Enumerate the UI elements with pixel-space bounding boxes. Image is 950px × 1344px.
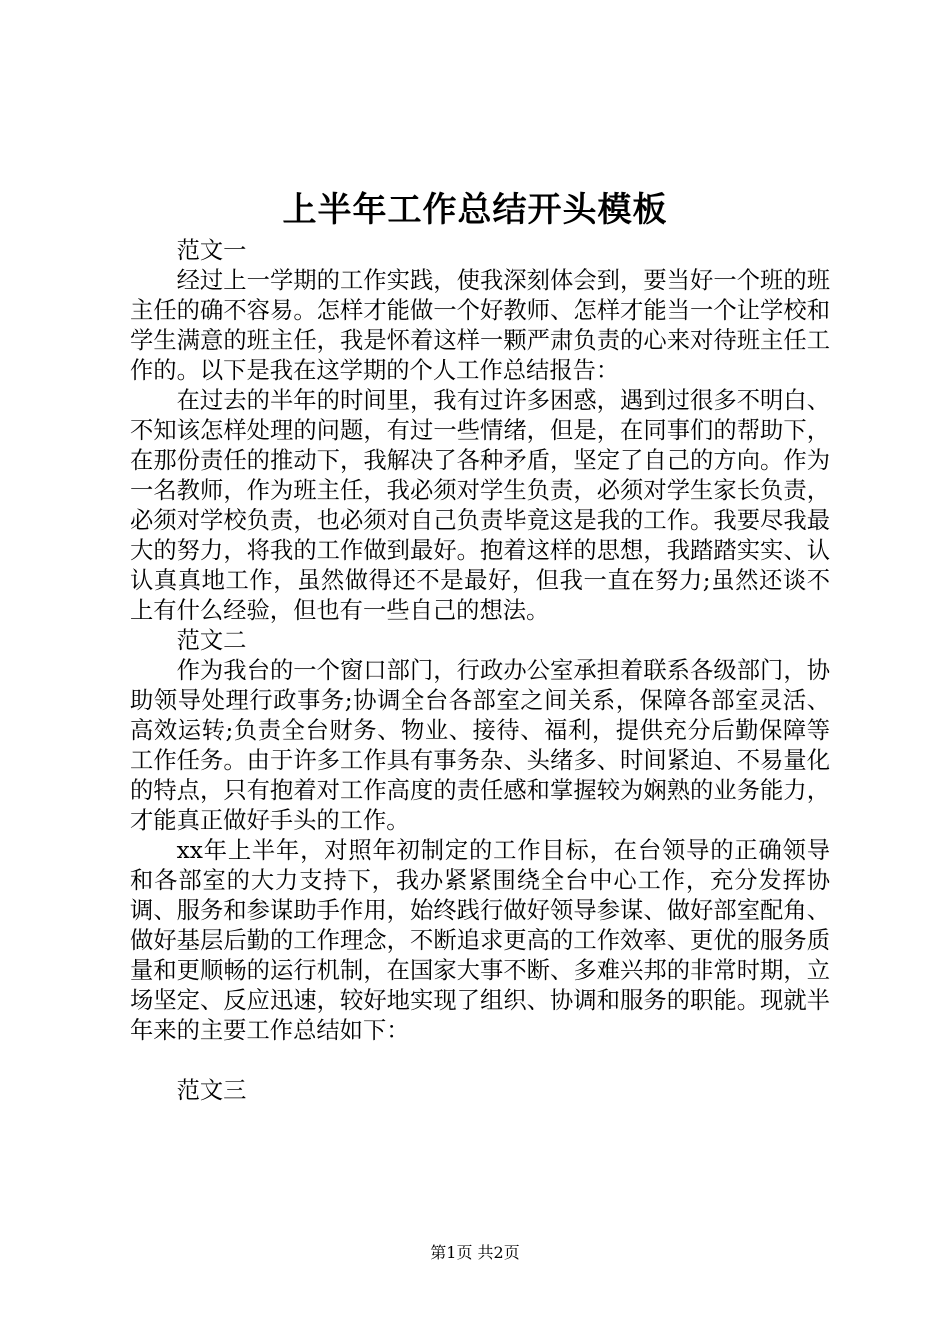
document-body [130,236,830,1106]
section-heading-1: 范文一 [176,237,247,264]
section-heading-2: 范文二 [176,627,247,654]
section-heading-3: 范文三 [176,1077,247,1104]
page-footer: 第1页 共2页 [430,1243,520,1262]
section-2-paragraph-1: 作为我台的一个窗口部门，行政办公室承担着联系各级部门，协助领导处理行政事务;协调全台各部室之间关系，保障各部室灵活、高效运转;负责全台财务、物业、接待、福利，提供充分后勤保障等工作任务。由于许多工作具有事务杂、头绪多、时间紧迫、不易量化的特点，只有抱着对工作高度的责任感和掌握较为娴熟的业务能力，才能真正做好手头的工作。 [130,657,830,834]
section-1-paragraph-2: 在过去的半年的时间里，我有过许多困惑，遇到过很多不明白、不知该怎样处理的问题，有过一些情绪，但是，在同事们的帮助下，在那份责任的推动下，我解决了各种矛盾，坚定了自己的方向。作为一名教师，作为班主任，我必须对学生负责，必须对学生家长负责，必须对学校负责，也必须对自己负责毕竟这是我的工作。我要尽我最大的努力，将我的工作做到最好。抱着这样的思想，我踏踏实实、认认真真地工作，虽然做得还不是最好，但我一直在努力;虽然还谈不上有什么经验，但也有一些自己的想法。 [130,387,830,624]
blank-line [130,1046,830,1076]
document-title: 上半年工作总结开头模板 [282,190,668,230]
section-2-paragraph-2: xx年上半年，对照年初制定的工作目标，在台领导的正确领导和各部室的大力支持下，我办紧紧围绕全台中心工作，充分发挥协调、服务和参谋助手作用，始终践行做好领导参谋、做好部室配角、做好基层后勤的工作理念，不断追求更高的工作效率、更优的服务质量和更顺畅的运行机制，在国家大事不断、多难兴邦的非常时期，立场坚定、反应迅速，较好地实现了组织、协调和服务的职能。现就半年来的主要工作总结如下： [130,837,830,1044]
section-1-paragraph-1: 经过上一学期的工作实践，使我深刻体会到，要当好一个班的班主任的确不容易。怎样才能做一个好教师、怎样才能当一个让学校和学生满意的班主任，我是怀着这样一颗严肃负责的心来对待班主任工作的。以下是我在这学期的个人工作总结报告： [130,267,830,384]
